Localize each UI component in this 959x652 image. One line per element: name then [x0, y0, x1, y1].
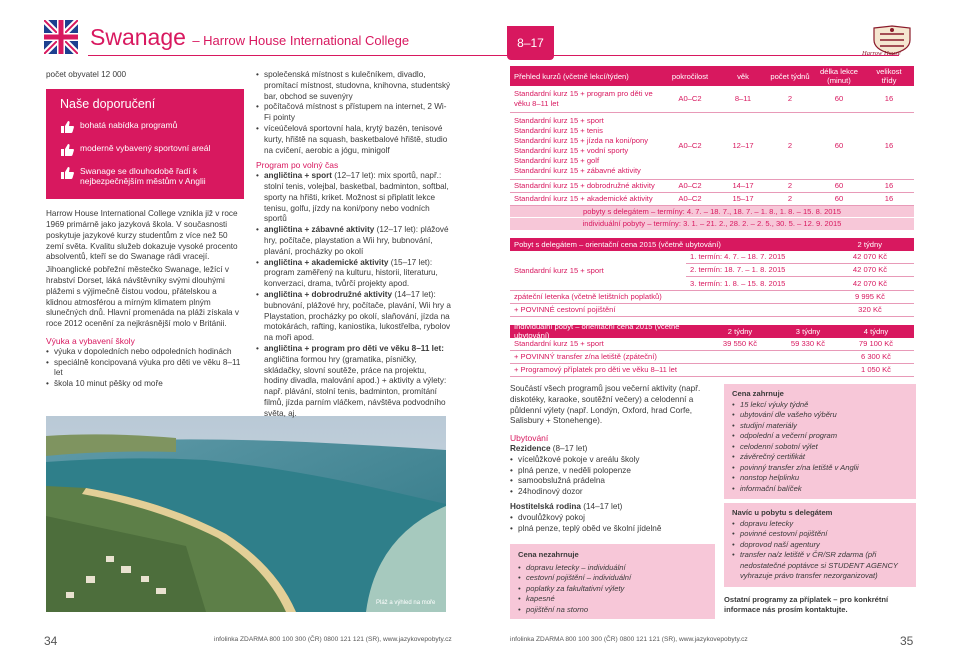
terms-row: individuální pobyty – termíny: 3. 1. – 21. 2., 28. 2. – 2. 5., 30. 5. – 12. 9. 2015: [510, 218, 914, 230]
page-number-left: 34: [44, 634, 58, 648]
list-item: • dopravu letecky – individuální: [518, 563, 707, 574]
list-item: • angličtina + dobrodružné aktivity (14–17 let): bubnování, plážové hry, počítače, plavání, Wii hry a Playstation, procházky po okolí, slaňování, jízda na motokárách, rafting, kaniostika, lukostřelba, rybolov na moři apod.: [256, 290, 451, 344]
list-item: • angličtina + zábavné aktivity (12–17 let): plážové hry, počítače, playstation a Wii hry, bubnování, plavání, procházky po okolí: [256, 225, 451, 257]
program-title: Program po volný čas: [256, 160, 339, 171]
recommend-item: Swanage se dlouhodobě řadí k nejbezpečnějším městům v Anglii: [60, 166, 234, 188]
table-row: Standardní kurz 15 + sport 39 550 Kč 59 330 Kč 79 100 Kč: [510, 338, 914, 351]
evening-activities: Součástí všech programů jsou večerní aktivity (např. diskotéky, karaoke, soutěžní večery) a celodenní a půldenní výlety (např. Londýn, Oxford, hrad Corfe, Salisbury + Stonehenge).: [510, 384, 701, 426]
list-item: • povinný transfer z/na letiště v Anglii: [732, 463, 908, 474]
recommend-item: moderně vybavený sportovní areál: [60, 143, 234, 156]
list-item: • závěrečný certifikát: [732, 452, 908, 463]
list-item: • poplatky za fakultativní výlety: [518, 584, 707, 595]
population: počet obyvatel 12 000: [46, 70, 127, 79]
list-item: • plná penze, v neděli polopenze: [510, 466, 715, 477]
thumbs-up-icon: [60, 121, 74, 133]
list-item: • doprovod naší agentury: [732, 540, 908, 551]
overview-table: [510, 66, 914, 230]
list-item: • kapesné: [518, 594, 707, 605]
list-item: • transfer na/z letiště v ČR/SR zdarma (při nedostatečné poptávce si STUDENT AGENCY vyhrazuje právo transfer nezorganizovat): [732, 550, 908, 582]
price-includes-column: [724, 384, 916, 615]
beach-photo: [46, 416, 446, 612]
table-header: Individuální pobyt – orientační cena 2015 (včetně ubytování) 2 týdny 3 týdny 4 týdny: [510, 325, 914, 338]
table-row: zpáteční letenka (včetně letištních poplatků) 9 995 Kč: [510, 291, 914, 304]
list-item: • angličtina + akademické aktivity (15–17 let): program zaměřený na kulturu, historii, literaturu, konverzaci, drama, tvůrčí projekty apod.: [256, 258, 451, 290]
photo-caption: Pláž a výhled na moře: [376, 600, 436, 606]
excluded-box: Cena nezahrnuje • dopravu letecky – individuální • cestovní pojištění – individuální • poplatky za fakultativní výlety • kapesné • pojištění na storno: [510, 544, 715, 619]
family-list: [510, 513, 715, 535]
thumbs-up-icon: [60, 144, 74, 156]
terms-row: pobyty s delegátem – termíny: 4. 7. – 18. 7., 18. 7. – 1. 8., 1. 8. – 15. 8. 2015: [510, 206, 914, 218]
list-item: • angličtina + program pro děti ve věku 8–11 let: angličtina formou hry (gramatika, písničky, skládačky, slovní soutěže, práce na projektu, hodiny divadla, malování apod.) + aktivity a výlety: např. plávání, stolní tenis, badminton, promítání filmů, jízda parním vláčkem, návštěva podvodního světa, aj.: [256, 344, 451, 420]
list-item: • samoobslužná prádelna: [510, 476, 715, 487]
list-item: • společenská místnost s kulečníkem, divadlo, promítací místnost, studovna, knihovna, studentský bar, obchod se suvenýry: [256, 70, 451, 102]
uk-flag-icon: [44, 20, 78, 54]
list-item: • speciálně koncipovaná výuka pro děti ve věku 8–11 let: [46, 358, 244, 380]
table-row: Standardní kurz 15 + dobrodružné aktivity A0–C2 14–17 2 60 16: [510, 180, 914, 193]
page-number-right: 35: [900, 634, 914, 648]
table-header: Přehled kurzů (včetně lekcí/týden) pokročilost věk počet týdnů délka lekce (minut) velikost třídy: [510, 66, 914, 86]
teaching-title: Výuka a vybavení školy: [46, 335, 135, 346]
table-row: + POVINNÝ transfer z/na letiště (zpáteční) 6 300 Kč: [510, 351, 914, 364]
price-tables: [510, 66, 914, 377]
recommend-box: [46, 89, 244, 199]
housing-title: Ubytování: [510, 433, 549, 444]
thumbs-up-icon: [60, 167, 74, 179]
intro-paragraph: Harrow House International College vznikla již v roce 1969 primárně jako jazyková škola. V současnosti poskytuje jazykové kurzy studentům z více než 50 zemí světa. Kvalitu služeb dokazuje vysoké procento absolventů, kteří se do Swanage rádi vracejí.: [46, 209, 238, 262]
contact-note: Ostatní programy za příplatek – pro konkrétní informace nás prosím kontaktujte.: [724, 594, 889, 614]
age-badge: 8–17: [507, 26, 554, 60]
list-item: • 24hodinový dozor: [510, 487, 715, 498]
list-item: • pojištění na storno: [518, 605, 707, 616]
table-row: Standardní kurz 15 + program pro děti ve věku 8–11 let A0–C2 8–11 2 60 16: [510, 86, 914, 113]
middle-column: [256, 70, 451, 420]
list-item: • odpolední a večerní program: [732, 431, 908, 442]
page-subtitle: – Harrow House International College: [192, 33, 410, 48]
residence-list: [510, 455, 715, 498]
town-paragraph: Jihoanglické pobřežní městečko Swanage, ležící v hrabství Dorset, láká návštěvníky svými dlouhými plážemi s výjimečně čistou vodou, přátelskou a klidnou atmosférou a mírným klimatem plným slunečných dnů. Hlavní promenáda na pláži získala v roce 2012 ocenění za nejkrásnější molo v Británii.: [46, 265, 239, 329]
list-item: • ubytování dle vašeho výběru: [732, 410, 908, 421]
list-item: • plná penze, teplý oběd ve školní jídelně: [510, 524, 715, 535]
family-heading: Hostitelská rodina (14–17 let): [510, 501, 623, 511]
table-row: Standardní kurz 15 + sport 1. termín: 4. 7. – 18. 7. 2015 42 070 Kč 2. termín: 18. 7. – 1. 8. 2015 42 070 Kč 3. termín: 1. 8. – 15. 8. 2015 42 070 Kč: [510, 251, 914, 291]
list-item: • 15 lekcí výuky týdně: [732, 400, 908, 411]
list-item: • nonstop helplinku: [732, 473, 908, 484]
list-item: • informační balíček: [732, 484, 908, 495]
services-column: [510, 384, 715, 619]
list-item: • výuka v dopoledních nebo odpoledních hodinách: [46, 347, 244, 358]
recommend-item: bohatá nabídka programů: [60, 120, 234, 133]
recommend-title: Naše doporučení: [60, 96, 156, 111]
residence-heading: Rezidence (8–17 let): [510, 443, 588, 453]
list-item: • angličtina + sport (12–17 let): mix sportů, např.: stolní tenis, volejbal, basketbal, badminton, softbal, sporty na hřišti, kriket. Možnost si připlatit lekce tenisu, golfu, jízdy na koni/pony nebo vodních sportů: [256, 171, 451, 225]
footer-info-left: infolinka ZDARMA 800 100 300 (ČR) 0800 121 121 (SR), www.jazykovepobyty.cz: [214, 636, 452, 643]
page-header: [0, 0, 959, 60]
list-item: • škola 10 minut pěšky od moře: [46, 379, 244, 390]
table-row: Standardní kurz 15 + akademické aktivity A0–C2 15–17 2 60 16: [510, 193, 914, 206]
table-header: Pobyt s delegátem – orientační cena 2015 (včetně ubytování) 2 týdny: [510, 238, 914, 251]
list-item: • studijní materiály: [732, 421, 908, 432]
list-item: • vícelůžkové pokoje v areálu školy: [510, 455, 715, 466]
table-row: + Programový příplatek pro děti ve věku 8–11 let 1 050 Kč: [510, 364, 914, 377]
individual-table: [510, 322, 914, 377]
facilities-list: [256, 70, 451, 156]
header-divider: [88, 55, 899, 56]
table-row: Standardní kurz 15 + sport Standardní kurz 15 + tenis Standardní kurz 15 + jízda na koni/pony Standardní kurz 15 + vodní sporty Standardní kurz 15 + golf Standardní kurz 15 + zábavné aktivity A0–C2 12–17 2 60 16: [510, 113, 914, 180]
list-item: • cestovní pojištění – individuální: [518, 573, 707, 584]
list-item: • počítačová místnost s přístupem na internet, 2 Wi-Fi pointy: [256, 102, 451, 124]
left-column: [46, 70, 244, 390]
list-item: • dopravu letecky: [732, 519, 908, 530]
program-list: [256, 171, 451, 419]
delegate-table: [510, 238, 914, 317]
list-item: • víceúčelová sportovní hala, krytý bazén, tenisové kurty, hřiště na squash, basketbalové hřiště, studio na cvičení, aerobic a jógu, minigolf: [256, 124, 451, 156]
list-item: • celodenní sobotní výlet: [732, 442, 908, 453]
page-title: Swanage – Harrow House International College: [90, 24, 410, 50]
school-logo-text: Harrow House: [862, 50, 901, 57]
table-row: + POVINNÉ cestovní pojištění 320 Kč: [510, 304, 914, 317]
footer-info-right: infolinka ZDARMA 800 100 300 (ČR) 0800 121 121 (SR), www.jazykovepobyty.cz: [510, 636, 748, 643]
included-box: Cena zahrnuje • 15 lekcí výuky týdně • ubytování dle vašeho výběru • studijní materiály • odpolední a večerní program • celodenní sobotní výlet • závěrečný certifikát • povinný transfer z/na letiště v Anglii • nonstop helplinku • informační balíček: [724, 384, 916, 499]
teaching-list: [46, 347, 244, 390]
delegate-extras-box: Navíc u pobytu s delegátem • dopravu letecky • povinné cestovní pojištění • doprovod naší agentury • transfer na/z letiště v ČR/SR zdarma (při nedostatečné poptávce si STUDENT AGENCY vyhrazuje právo transfer nezorganizovat): [724, 503, 916, 587]
list-item: • povinné cestovní pojištění: [732, 529, 908, 540]
list-item: • dvoulůžkový pokoj: [510, 513, 715, 524]
